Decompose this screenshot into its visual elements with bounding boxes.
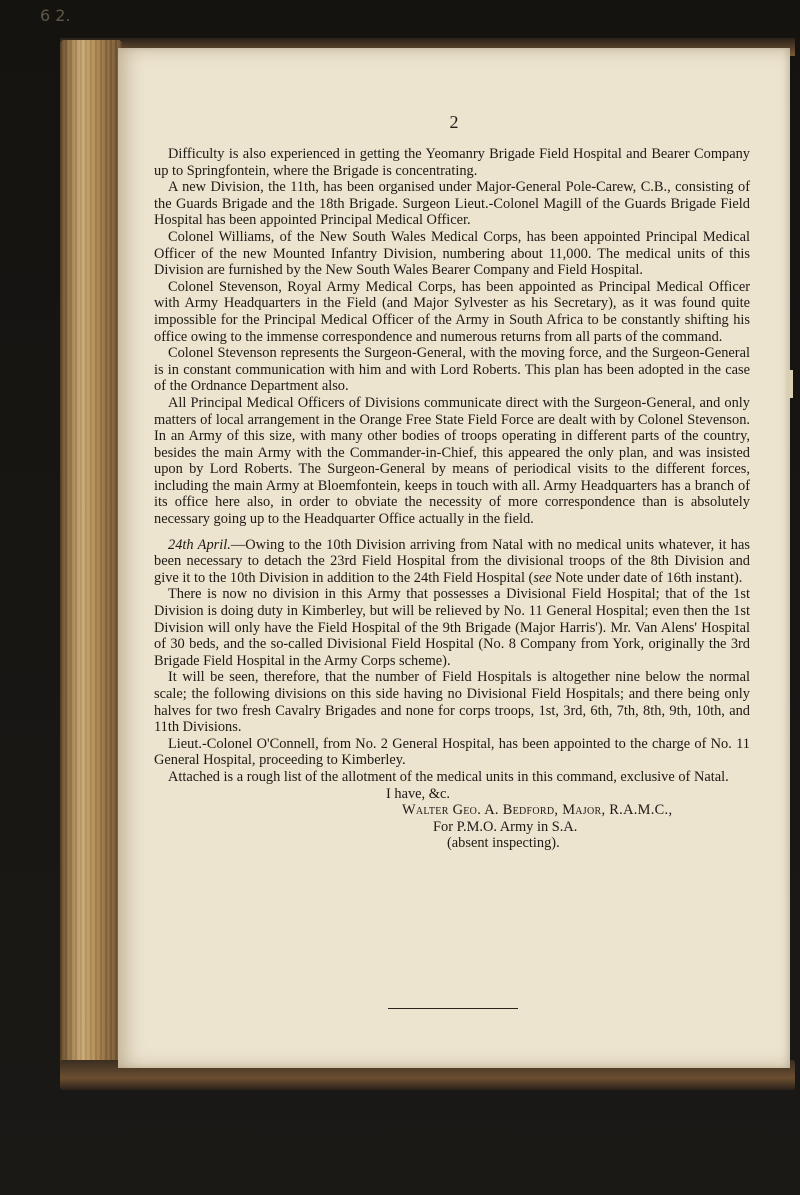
paragraph: All Principal Medical Officers of Divisions communicate direct with the Surgeon-General, and only matters of local arrangement in the Orange Free State Field Force are dealt with by Colonel Stevenson. In an Army of this size, with many other bodies of troops operating in different parts of the country, besides the main Army with the Commander-in-Chief, this appeared the only plan, and was insisted upon by Lord Roberts. The Surgeon-General by means of periodical visits to the different forces, including the main Army at Bloemfontein, keeps in touch with all. Army Headquarters has a branch of its office here also, in order to obviate the necessity of more correspondence than is absolutely necessary going up to the Headquarter Office actually in the field. [154,394,750,528]
signature-block [154,786,750,852]
paragraph: Colonel Williams, of the New South Wales Medical Corps, has been appointed Principal Medical Officer of the new Mounted Infantry Division, numbering about 11,000. The medical units of this Division are furnished by the New South Wales Bearer Company and Field Hospital. [154,228,750,279]
paragraph: Lieut.-Colonel O'Connell, from No. 2 General Hospital, has been appointed to the charge of No. 11 General Hospital, proceeding to Kimberley. [154,735,750,769]
page-number: 2 [449,112,459,132]
document-page [118,48,790,1068]
closing-rule [388,1008,518,1009]
paragraph: A new Division, the 11th, has been organised under Major-General Pole-Carew, C.B., consisting of the Guards Brigade and the 18th Brigade. Surgeon Lieut.-Colonel Magill of the Guards Brigade Field Hospital has been appointed Principal Medical Officer. [154,179,750,229]
dated-paragraph [154,537,750,587]
paragraph: It will be seen, therefore, that the number of Field Hospitals is altogether nine below the normal scale; the following divisions on this side having no Divisional Field Hospitals; and there being only halves for two fresh Cavalry Brigades and none for corps troops, 1st, 3rd, 6th, 7th, 8th, 9th, 10th, and 11th Divisions. [154,669,750,736]
paragraph: There is now no division in this Army that possesses a Divisional Field Hospital; that of the 1st Division is doing duty in Kimberley, but will be relieved by No. 11 General Hospital; even then the 1st Division will only have the Field Hospital of the 9th Brigade (Major Harris'). Mr. Van Alens' Hospital of 30 beds, and the so-called Divisional Field Hospital (No. 8 Company from York, originally the 3rd Brigade Field Hospital in the Army Corps scheme). [154,586,750,669]
signature-closing: I have, &c. [386,785,450,802]
dated-paragraph-text: —Owing to the 10th Division arriving from Natal with no medical units whatever, it has been necessary to detach the 23rd Field Hospital from the divisional troops of the 8th Division and give it to the 10th Division in addition to the 24th Field Hospital ( [154,536,750,586]
paragraph: Attached is a rough list of the allotment of the medical units in this command, exclusive of Natal. [168,768,729,785]
dated-paragraph-text-end: Note under date of 16th instant). [551,569,743,586]
paragraph: Colonel Stevenson represents the Surgeon-General, with the moving force, and the Surgeon-General is in constant communication with him and with Lord Roberts. This plan has been adopted in the case of the Ordnance Department also. [154,345,750,395]
body-text [154,146,750,852]
see-word: see [533,569,552,586]
page-edge-tab [786,370,793,398]
book-spine [60,40,122,1090]
signature-note: (absent inspecting). [447,835,560,852]
paragraph: Colonel Stevenson, Royal Army Medical Corps, has been appointed as Principal Medical Officer with Army Headquarters in the Field (and Major Sylvester as his Secretary), as it was found quite impossible for the Principal Medical Officer of the Army in South Africa to be constantly shifting his office owing to the immense correspondence and numerous returns from all parts of the command. [154,278,750,345]
paragraph: Difficulty is also experienced in getting the Yeomanry Brigade Field Hospital and Bearer Company up to Springfontein, where the Brigade is concentrating. [154,146,750,179]
signature-name: Walter Geo. A. Bedford, Major, R.A.M.C., [402,802,673,819]
signature-for-line: For P.M.O. Army in S.A. [433,818,578,835]
entry-date: 24th April. [168,536,231,553]
pencil-note: 6 2. [40,6,71,25]
